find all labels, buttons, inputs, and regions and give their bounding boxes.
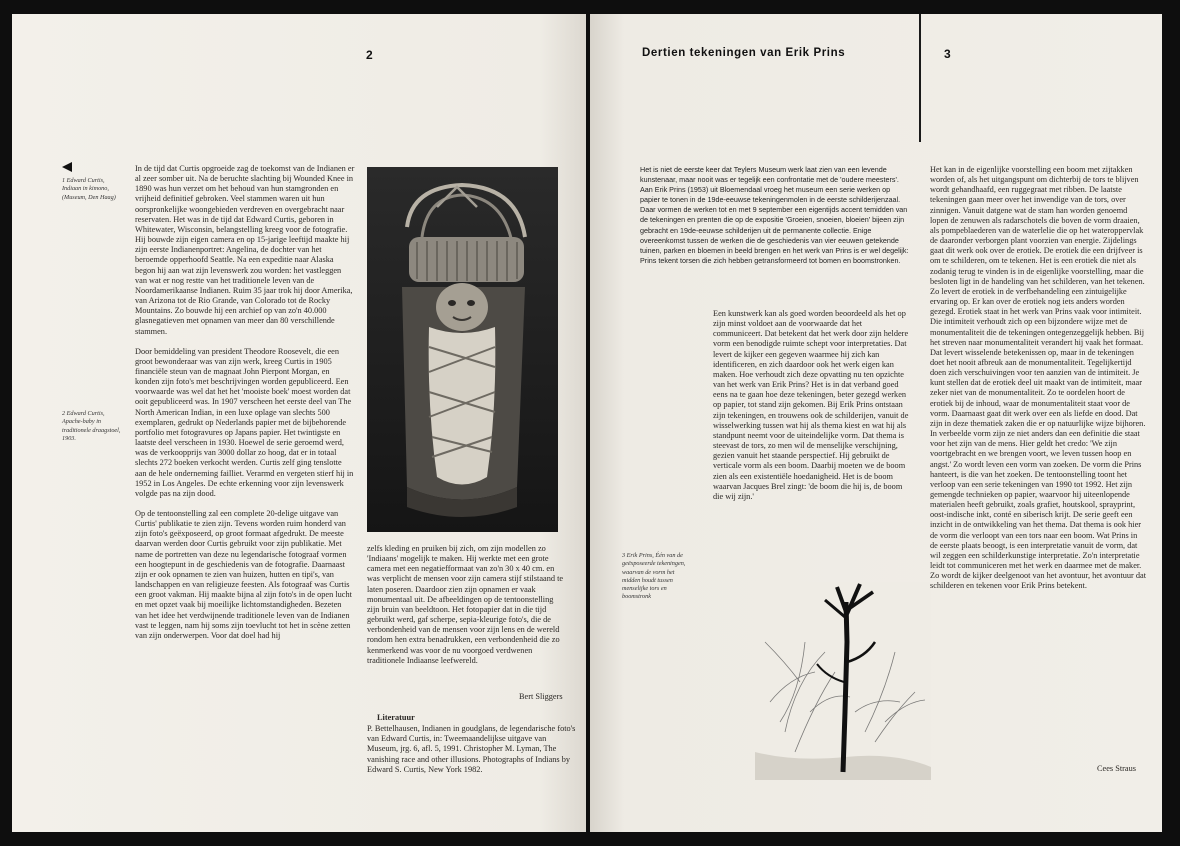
author-signature-right: Cees Straus (1097, 764, 1136, 773)
vertical-rule (919, 14, 921, 142)
caption-1: 1 Edward Curtis, Indiaan in kimono, (Museum, Den Haag) (62, 177, 116, 201)
caption-2: 2 Edward Curtis, Apache-baby in traditionele draagstoel, 1903. (62, 410, 121, 442)
running-head: Dertien tekeningen van Erik Prins (642, 47, 846, 59)
paragraph: In de tijd dat Curtis opgroeide zag de toekomst van de Indianen er al zeer somber uit. Na de beruchte slachting bij Wounded Knee in 1890 was hun verzet om het behoud van hun stamgronden en vrijheid definitief gebroken. Veel stammen waren uit hun oorspronkelijke woongebieden verdreven en overgebracht naar reservaten. Het was in de tijd dat Edward Curtis, geboren in Whitewater, Wisconsin, belangstelling kreeg voor de fotografie. Hij bouwde zijn eigen camera en op 15-jarige leeftijd maakte hij zijn eerste Indianenportret: Angelina, de dochter van het beroemde opperhoofd Seattle. Na een expeditie naar Alaska begon hij aan wat zijn levenswerk zou worden: het vastleggen van wat er nog restte van het traditionele leven van de Noordamerikaanse Indianen. Ruim 35 jaar trok hij door Amerika, van Arizona tot de Rio Grande, van Colorado tot de Rocky Mountains. Zo bouwde hij een archief op van zo'n 40.000 glasnegatieven met opnamen van meer dan 80 verschillende stammen. (135, 164, 355, 336)
article-column-2: zelfs kleding en pruiken bij zich, om zijn modellen zo 'Indiaans' mogelijk te maken. Hij werkte met een grote camera met een negatiefformaat van zo'n 30 x 40 cm. en was verplicht de mensen voor zijn camera stijf stilstaand te laten poseren. Daardoor zien zijn opnamen er vaak monumentaal uit. De afbeeldingen op de tentoonstelling zijn bruin van beeldtoon. Het fotopapier dat in die tijd gebruikt werd, gaf scherpe, sepia-kleurige foto's, die de verbondenheid van de mensen voor zijn lens en de wereld rondom hen extra benadrukken, een verbondenheid die zo kenmerkend was voor de nu voorgoed verdwenen traditionele Indiaanse leefwereld. (367, 544, 564, 664)
erik-prins-drawing (755, 582, 931, 780)
paragraph: Op de tentoonstelling zal een complete 20-delige uitgave van Curtis' publikatie te zien zijn. Tevens worden ruim honderd van zijn foto's geëxposeerd, op groot formaat afgedrukt. De meeste daarvan werden door Curtis gebruikt voor zijn publikatie. Met name de portretten van deze nu legendarische fotograaf vormen een hoogtepunt in de geschiedenis van de fotografie. Daarnaast zijn er ook opnamen te zien van huizen, hutten en tipi's, van landschappen en van religieuze feesten. Als fotograaf was Curtis een groot vakman. Hij maakte bijna al zijn foto's in de open lucht en met opzet vaak bij moeilijke lichtomstandigheden. Bezeten van het idee het verdwijnende traditionele leven van de Indianen vast te leggen, nam hij soms zijn toevlucht tot het in scène zetten van zijn onderwerpen. Voor dat doel had hij (135, 509, 352, 640)
caption-3: 3 Erik Prins, Één van de geëxposeerde tekeningen, waarvan de vorm het midden houdt tussen menselijke tors en boomstronk (622, 552, 686, 601)
page-number-3: 3 (944, 47, 951, 61)
apache-baby-photo (367, 167, 558, 532)
article-column-1 (135, 164, 355, 814)
author-signature: Bert Sliggers (519, 692, 563, 701)
article-column-mid: Een kunstwerk kan als goed worden beoordeeld als het op zijn minst voldoet aan de voorwaarde dat het communiceert. Dat betekent dat het werk door zijn heldere vorm een benodigde ruimte schept voor interpretaties. Dat levert de kijker een gegeven waarmee hij zich kan identificeren, en zich daardoor ook het werk eigen kan maken. Hoe verhoudt zich deze opvatting nu ten opzichte van het werk van Erik Prins? Het is in dat verband goed eens na te gaan hoe deze tekeningen, beter gezegd werken op papier, tot stand zijn gekomen. Bij Erik Prins ontstaan zijn tekeningen, en trouwens ook de schilderijen, vanuit de wisselwerking tussen wat hij als thema kiest en wat hij als standpunt neemt voor de uiteindelijke vorm. Dat thema is steevast de tors, zo men wil de menselijke verschijning, gezien vanuit het staande perspectief. Hij gebruikt de verticale vorm als een boom. Daarbij moeten we de boom zien als een existentiële hoedanigheid. Het is de boom waarvan Jacques Brel zingt: 'de boom die hij is, de boom die wij zijn.' (713, 309, 909, 501)
paragraph: Door bemiddeling van president Theodore Roosevelt, die een groot bewonderaar was van zijn werk, kreeg Curtis in 1905 financiële steun van de magnaat John Pierpont Morgan, en konden zijn foto's met beschrijvingen worden gepubliceerd. Een voorwaarde was wel dat het het 'mooiste boek' moest worden dat ooit gepubliceerd was. In 1907 verscheen het eerste deel van The North American Indian, in een luxe oplage van slechts 500 exemplaren, gedrukt op Nederlands papier met de bijbehorende portfolio met fotogravures op Japans papier. Het twintigste en laatste deel verscheen in 1930. Hoewel de serie geroemd werd, was de verkoopprijs van 3000 dollar zo hoog, dat er in totaal slechts 272 boeken verkocht werden. Curtis zelf ging tenslotte aan de hele onderneming failliet. Verarmd en vergeten stierf hij in 1952 in Los Angeles. De echte erkenning voor zijn levenswerk volgde pas na zijn dood. (135, 346, 354, 498)
article-column-right: Het kan in de eigenlijke voorstelling een boom met zijtakken worden of, als het uitgangspunt om dichterbij de tors te blijven wordt gehandhaafd, een ruggegraat met ribben. De laatste tekeningen gaan meer over het inwendige van de tors, over zinnigen. Vanuit datgene wat de stam han worden genoemd lopen de zenuwen als radarschotels die boven de vorm draaien, als pompeblaederen van de waterlelie die op het wateroppervlak de daaronder verborgen plant voorzien van energie. Zijdelings gaat dit werk ook over de erotiek. De erotiek die een drijfveer is om te schilderen, om te tekenen. Het is een erotiek die niet als zodanig terug te vinden is in de eigenlijke voorstelling, maar die besloten ligt in de handeling van het schilderen, van het tekenen. Zo levert de erotiek in de verfbehandeling een zintuigelijke ervaring op. Er kan over de erotiek nog iets anders worden gezegd. Erotiek staat in het werk van Prins vaak voor intimiteit. Die intimiteit verhoudt zich op een bijzondere wijze met de monumentaliteit die de tekeningen ontegenzeggelijk hebben. Bij het streven naar monumentaliteit verandert hij vaak het formaat. Dat levert wisselende betekenissen op, maar in de tekeningen doet het nooit afbreuk aan de monumentaliteit. Tegelijkertijd doen zich verschuivingen voor ten aanzien van de intimiteit. Je kunt stellen dat de erotiek deel uit maakt van de intimiteit, maar zeker niet van de monumentaliteit. Zo te oordelen hoort de erotiek bij de inhoud, waar de monumentaliteit staat voor de vorm. Daarnaast gaat dit werk over een als liefde en dood. Dat zijn in deze thematiek zaken die er op natuurlijke wijze bijhoren. In verbeelde vorm zijn ze niet anders dan een definitie die staat voor het zijn van de mens. Hier geldt het credo: 'We zijn voortgebracht en we brengen voort, we leven tussen hoop en angst.' Zo wordt leven een vorm van zoeken. De vorm die Prins hanteert, is die van het zoeken. De tentoonstelling toont het verloop van een serie tekeningen van 1990 tot 1992. Het zijn gemengde technieken op papier, waarvoor hij uiteenlopende materialen heeft gebruikt, zoals grafiet, houtskool, sprayprint, oost-indische inkt, conté en siberisch krijt. De serie geeft een inzicht in de ontwikkeling van het thema. Dat thema is ook hier de vorm die verloopt van een tors naar een boom. Wat Prins in de eerste plaats beoogt, is een interpretatie vanuit de vorm, dat wil zeggen een schilderkunstige interpretatie. Zo'n interpretatie leidt tot communiceren met het werk en daarmee met de maker. Zo wordt de kijker deelgenoot van het avontuur, het avontuur dat schilderen en tekenen voor Erik Prins betekent. (930, 165, 1146, 591)
literature-title: Literatuur (377, 713, 415, 722)
intro-paragraph: Het is niet de eerste keer dat Teylers Museum werk laat zien van een levende kunstenaar, maar nooit was er tegelijk een confrontatie met de 'oudere meesters'. Aan Erik Prins (1953) uit Bloemendaal vroeg het museum een serie werken op papier te tonen in de 19de-eeuwse tekeningenmolen in de eerste schilderijenzaal. Daar vormen de werken tot en met 9 september een eigentijds accent temidden van de tekeningen en prenten die op de expositie 'Groeien, snoeien, bloeien' bijeen zijn gebracht en 19de-eeuwse schilderijen uit de permanente collectie. Enige overeenkomst tussen de werken die de geschiedenis van vier eeuwen getekende tuinen, parken en bloemen in beeld brengen en het werk van Prins is er wel degelijk: Prins tekent torsen die zich hebben getransformeerd tot bomen en boomstronken. (640, 165, 909, 265)
left-page (12, 14, 586, 832)
literature-block (367, 713, 577, 783)
literature-list: P. Bettelhausen, Indianen in goudglans, de legendarische foto's van Edward Curtis, in: Tweemaandelijkse uitgave van Museum, jrg. 6, afl. 5, 1991. Christopher M. Lyman, The vanishing race and other illusions. Photographs of Indians by Edward S. Curtis, New York 1982. (367, 724, 576, 774)
right-page (590, 14, 1162, 832)
arrow-left-icon (62, 162, 72, 172)
page-number-2: 2 (366, 48, 373, 62)
